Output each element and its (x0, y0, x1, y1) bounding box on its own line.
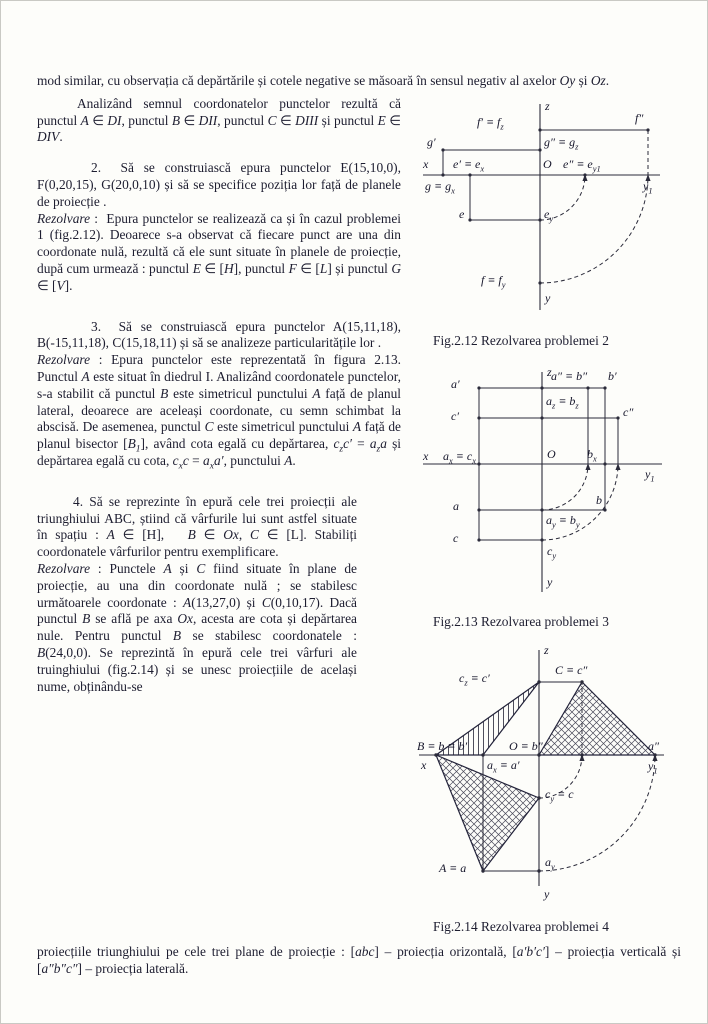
label-origin: O (547, 446, 556, 461)
figure-2-13-canvas (415, 364, 680, 609)
text-run: C (267, 112, 277, 128)
text-run: A (80, 112, 89, 128)
text-run: A (284, 452, 293, 468)
text-run: B (171, 112, 181, 128)
label-z-axis: z (547, 364, 552, 379)
figure-2-14 (409, 642, 683, 936)
label-y-axis: y (544, 887, 550, 902)
text-run: C (196, 560, 206, 576)
label-a: a (453, 498, 459, 513)
label-cz-c-prime: $c_z \equiv c'$ (459, 671, 490, 688)
label-c-prime: c′ (451, 408, 459, 423)
text-run: x (178, 461, 183, 472)
text-run: a (203, 452, 210, 468)
text-run: Rezolvare (37, 210, 91, 226)
label-y1-axis: $y_1$ (643, 178, 653, 196)
text-run: Oz (590, 73, 606, 88)
label-x-axis: x (423, 156, 429, 171)
label-c-y: $c_y$ (547, 543, 557, 560)
paragraph-outro: proiecțiile triunghiului pe cele trei plane de proiecție : [abc] – proiecția orizontală, [a′b′c′] – proiecția verticală și [a″b″c″] – proiecția laterală. (37, 944, 681, 976)
label-z-axis: z (544, 643, 549, 658)
label-y1-axis: $y_1$ (648, 759, 658, 776)
figure-2-13-caption: Fig.2.13 Rezolvarea problemei 3 (433, 613, 609, 629)
text-run: B (187, 527, 196, 543)
text-run: C (204, 419, 214, 435)
paragraph-intro: mod similar, cu observația că depărtările și cotele negative se măsoară în sensul negativ al axelor Oy și Oz. (37, 73, 610, 88)
label-e-y: $e_y$ (544, 206, 554, 224)
text-run: x (209, 461, 214, 472)
label-e: e (459, 206, 465, 221)
text-run: c (172, 452, 179, 468)
text-run: A (106, 527, 115, 543)
figure-column (409, 96, 683, 936)
problem-4-solution: Rezolvare : Punctele A și C fiind situate în plane de proiecție, au una din coordonate nulă ; se stabilesc următoarele coordonate : A(13,27,0) și C(0,10,17). Dacă punctul B se află pe axa Ox, acesta are cota și depărtarea nule. Pentru punctul B se stabilesc coordonatele : B(24,0,0). Se reprezintă în epură cele trei vârfuri ale truinghiului (fig.2.14) și se unesc proiecțiile de același nume, obținându-se (37, 560, 357, 694)
text-column (37, 96, 401, 936)
label-x-axis: x (421, 758, 427, 773)
problem-4-statement: 4. Să se reprezinte în epură cele trei proiecții ale triunghiului ABC, știind că vârfurile lui sunt astfel situate în spațiu : A ∈ [H], B ∈ Ox, C ∈ [L]. Stabiliți coordonatele vârfurilor pentru exemplificare. (37, 493, 358, 560)
label-g-second: $g'' \equiv g_z$ (544, 134, 579, 152)
text-run: F (288, 260, 297, 276)
label-e-second: $e'' \equiv e_{y1}$ (563, 156, 601, 174)
label-ay-by: $a_y \equiv b_y$ (546, 512, 580, 529)
label-B-b-b-prime: B ≡ b ≡ b′ (417, 739, 468, 754)
label-cy-c: $c_y \equiv c$ (545, 787, 574, 804)
text-run: B (172, 628, 182, 644)
text-run: Rezolvare (37, 352, 91, 368)
text-run: c′ (343, 436, 352, 452)
text-run: C (250, 527, 259, 543)
text-run: B (160, 385, 169, 401)
text-run: A (163, 560, 172, 576)
label-a-y: $a_y$ (545, 855, 555, 872)
label-e-prime: $e' \equiv e_x$ (453, 156, 485, 174)
text-run: E (192, 260, 201, 276)
text-run: Ox (223, 527, 239, 543)
text-run: DII (198, 112, 218, 128)
text-run: DIV (37, 129, 60, 145)
text-run: c (182, 452, 189, 468)
figure-2-14-canvas (411, 642, 683, 914)
problem-2-statement: 2. Să se construiască epura punctelor E(15,10,0), F(0,20,15), G(20,0,10) și să se specifice poziția lor față de planele de proiecție . (37, 160, 401, 209)
label-y-axis: y (547, 574, 553, 589)
label-b-x: $b_x$ (587, 446, 597, 463)
text-run: a′b′c′ (516, 944, 545, 960)
label-c-second: c″ (623, 404, 634, 419)
text-run: z (376, 444, 381, 455)
label-g: $g \equiv g_x$ (425, 178, 455, 196)
label-b: b (596, 492, 602, 507)
label-C-c-second: C ≡ c″ (555, 663, 588, 678)
text-run: a′ (213, 452, 224, 468)
label-y1-axis: $y_1$ (645, 466, 655, 483)
figure-2-13 (409, 364, 683, 631)
text-run: A (81, 368, 90, 384)
text-run: A (312, 385, 321, 401)
figure-2-14-caption: Fig.2.14 Rezolvarea problemei 4 (433, 919, 609, 935)
text-run: 1 (135, 444, 141, 455)
figure-2-12-caption: Fig.2.12 Rezolvarea problemei 2 (433, 332, 609, 348)
label-f-second: f″ (635, 110, 644, 125)
label-origin: O (543, 156, 552, 171)
text-run: Oy (559, 73, 576, 88)
problem-2-solution: Rezolvare : Epura punctelor se realizează ca și în cazul problemei 1 (fig.2.12). Deoarece s-a observat că fiecare punct are una din coordonate nulă, rezultă că ele sunt situate în planele de proiecție, după cum urmează : punctul E ∈ [H], punctul F ∈ [L] și punctul G ∈ [V]. (37, 210, 402, 293)
label-f: $f \equiv f_y$ (481, 272, 506, 290)
label-ax-cx: $a_x \equiv c_x$ (443, 448, 476, 465)
figure-2-12 (409, 98, 683, 350)
label-O-b-second: O ≡ b″ (509, 739, 543, 754)
text-run: DIII (295, 112, 319, 128)
text-run: abc (355, 944, 375, 960)
problem-3-solution: Rezolvare : Epura punctelor este reprezentată în figura 2.13. Punctul A este situat în diedrul I. Analizând coordonatele punctelor, s-a stabilit că punctul B este simetricul punctului A față de planul lateral, deoarece are aceleași coordonate, cu semn schimbat la abscisă. De asemenea, punctul C este simetricul punctului A față de planul bisector $[B_1]$, având cota egală cu depărtarea, $c_zc' = a_za$ și depărtarea egală cu cota, $c_xc = a_xa'$, punctului A. (37, 352, 402, 472)
problem-3-statement: 3. Să se construiască epura punctelor A(15,11,18), B(-15,11,18), C(15,18,11) și să se analizeze particularitățile lor . (37, 318, 401, 351)
label-y-axis: y (545, 290, 551, 305)
label-f-prime: $f' \equiv f_z$ (477, 114, 504, 132)
label-b-prime: b′ (608, 368, 617, 383)
text-run: z (339, 444, 344, 455)
label-g-prime: g′ (427, 134, 436, 149)
label-a-second-b-second: a″ ≡ b″ (551, 368, 588, 383)
two-column-layout (37, 96, 681, 936)
text-run: A (352, 419, 362, 435)
text-run: a (369, 436, 377, 452)
label-a-second: a″ (648, 739, 659, 754)
label-c: c (453, 530, 459, 545)
text-run: B (82, 611, 91, 627)
label-az-bz: $a_z \equiv b_z$ (546, 393, 579, 410)
text-run: B (37, 644, 46, 660)
text-run: a″b″c″ (41, 960, 78, 976)
text-run: C (261, 594, 271, 610)
label-z-axis: z (545, 98, 550, 113)
text-run: V (56, 277, 65, 293)
text-run: a (380, 436, 387, 452)
text-run: DI (107, 112, 122, 128)
text-run: A (183, 594, 192, 610)
text-run: E (377, 112, 386, 128)
text-run: B (127, 436, 136, 452)
label-a-prime: a′ (451, 376, 460, 391)
text-run: Ox (177, 611, 193, 627)
paragraph-quadrant-analysis: Analizând semnul coordonatelor punctelor rezultă că punctul A ∈ DI, punctul B ∈ DII, punctul C ∈ DIII și punctul E ∈ DIV. (37, 95, 401, 145)
label-A-a: A ≡ a (439, 861, 467, 876)
text-run: H (224, 260, 234, 276)
text-run: Rezolvare (37, 560, 91, 576)
text-run: L (319, 260, 328, 276)
projection-triangles (436, 682, 655, 871)
figure-2-12-canvas (415, 98, 680, 328)
label-ax-a-prime: $a_x \equiv a'$ (487, 758, 520, 775)
text-run: G (391, 260, 402, 276)
label-x-axis: x (423, 448, 429, 463)
text-run: c (333, 436, 340, 452)
